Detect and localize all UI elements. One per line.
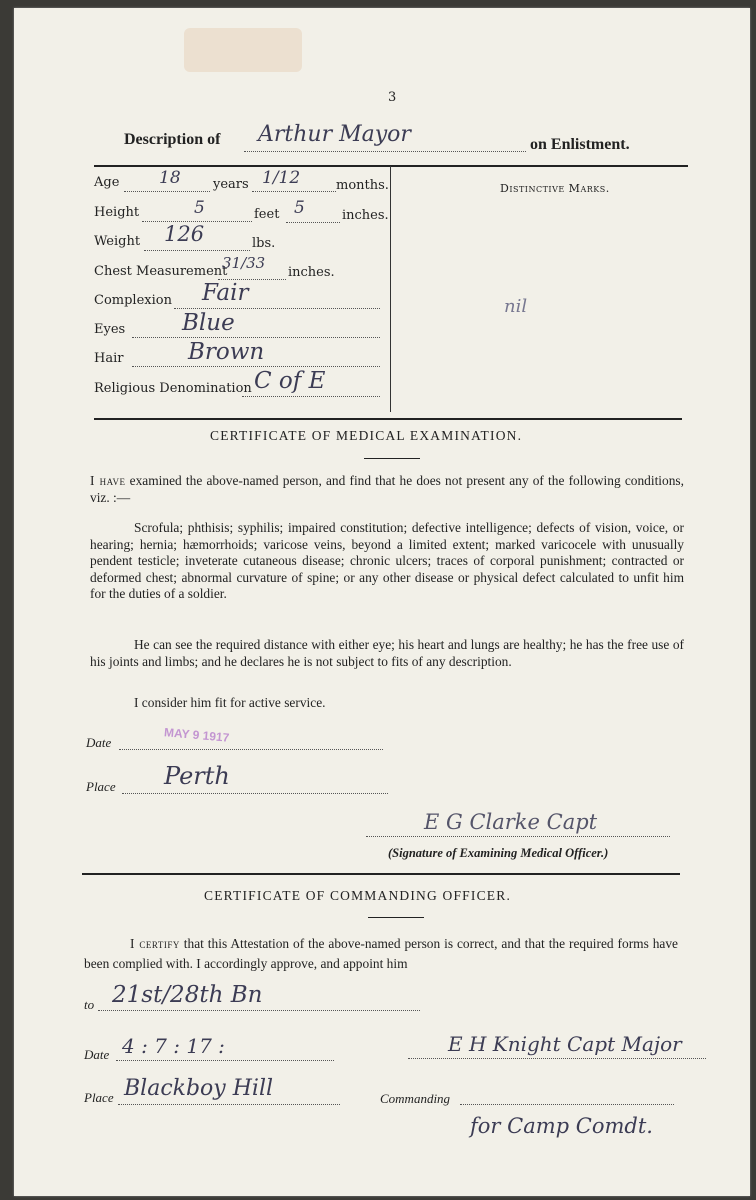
commanding-place-label: Place (84, 1090, 114, 1105)
inches-label: inches. (342, 208, 389, 223)
header-prefix: Description of (124, 131, 221, 148)
distinctive-marks-label: Distinctive Marks. (500, 182, 610, 195)
medical-place-line (122, 793, 388, 794)
medical-signature-caption: (Signature of Examining Medical Officer.) (388, 846, 609, 860)
attestation-page (14, 8, 750, 1196)
height-inches-line (286, 222, 340, 223)
commanding-certify-lead: I certify (130, 936, 180, 951)
weight-line (144, 250, 250, 251)
commanding-certify-rest: that this Attestation of the above-named person is correct, and that the required forms have been complied with. I accordingly approve, and appoint him (84, 936, 678, 971)
page-number: 3 (388, 90, 397, 105)
weight-label: Weight (94, 234, 141, 249)
commanding-title: CERTIFICATE OF COMMANDING OFFICER. (204, 888, 512, 903)
medical-intro (90, 473, 684, 506)
religion-line (242, 396, 380, 397)
medical-place-value: Perth (164, 762, 230, 790)
commanding-line (460, 1104, 674, 1105)
hair-line (132, 366, 380, 367)
feet-label: feet (254, 207, 280, 222)
paper-stain (184, 28, 302, 72)
age-months: 1/12 (262, 168, 301, 188)
commanding-place-value: Blackboy Hill (124, 1076, 274, 1101)
eyes-value: Blue (182, 310, 235, 336)
religion-value: C of E (254, 368, 326, 394)
medical-title: CERTIFICATE OF MEDICAL EXAMINATION. (210, 428, 523, 443)
medical-fit: I consider him fit for active service. (134, 695, 326, 710)
eyes-label: Eyes (94, 322, 126, 337)
commanding-place-line (118, 1104, 340, 1105)
hair-value: Brown (188, 339, 265, 365)
commanding-title-rule (368, 917, 424, 918)
column-divider (390, 166, 391, 412)
weight-value: 126 (164, 222, 205, 246)
commanding-top-rule (82, 873, 680, 875)
lbs-label: lbs. (252, 236, 276, 251)
recruit-name: Arthur Mayor (258, 122, 411, 147)
medical-signature-line (366, 836, 670, 837)
commanding-to-label: to (84, 997, 95, 1012)
commanding-date-value: 4 : 7 : 17 : (122, 1034, 225, 1058)
commanding-signature: E H Knight Capt Major (448, 1032, 682, 1056)
hair-label: Hair (94, 351, 124, 366)
age-years-line (124, 191, 210, 192)
years-label: years (213, 177, 249, 192)
height-inches: 5 (294, 198, 305, 218)
medical-sight: He can see the required distance with either eye; his heart and lungs are healthy; he has the free use of his joints and limbs; and he declares he is not subject to fits of any description. (90, 637, 684, 669)
complexion-value: Fair (202, 280, 249, 306)
medical-title-rule (364, 458, 420, 459)
medical-date-label: Date (86, 735, 112, 750)
commanding-to-line (98, 1010, 420, 1011)
commanding-date-line (116, 1060, 334, 1061)
complexion-label: Complexion (94, 293, 172, 308)
commanding-label: Commanding (380, 1091, 451, 1106)
medical-conditions: Scrofula; phthisis; syphilis; impaired constitution; defective intelligence; defects of vision, voice, or hearing; hernia; hæmorrhoids; varicose veins, beyond a limited extent; marked varicocele with unusually pendent testicle; inveterate cutaneous disease; chronic ulcers; traces of corporal punishment; contracted or deformed chest; abnormal curvature of spine; or any other disease or physical defect calculated to unfit him for the duties of a soldier. (90, 520, 684, 601)
medical-intro-rest: examined the above-named person, and find that he does not present any of the following conditions, viz. :— (90, 473, 684, 505)
age-years: 18 (159, 168, 181, 188)
chest-inches-label: inches. (288, 265, 335, 280)
for-camp-commandant: for Camp Comdt. (470, 1114, 653, 1138)
top-rule (94, 165, 688, 167)
commanding-certify (84, 934, 678, 974)
name-line (244, 151, 526, 152)
medical-date-line (119, 749, 383, 750)
chest-label: Chest Measurement (94, 264, 228, 279)
age-months-line (252, 191, 336, 192)
chest-value: 31/33 (222, 254, 266, 272)
eyes-line (132, 337, 380, 338)
header-suffix: on Enlistment. (530, 136, 630, 153)
commanding-signature-line (408, 1058, 706, 1059)
medical-intro-lead: I have (90, 473, 126, 488)
medical-signature: E G Clarke Capt (424, 810, 598, 834)
distinctive-marks-value: nil (504, 296, 528, 317)
months-label: months. (336, 178, 389, 193)
date-stamp: MAY 9 1917 (163, 725, 230, 745)
commanding-to-value: 21st/28th Bn (112, 982, 263, 1008)
commanding-date-label: Date (84, 1047, 110, 1062)
complexion-line (174, 308, 380, 309)
medical-place-label: Place (86, 779, 116, 794)
height-label: Height (94, 205, 140, 220)
height-feet: 5 (194, 198, 205, 218)
medical-top-rule (94, 418, 682, 420)
age-label: Age (94, 175, 120, 190)
religion-label: Religious Denomination (94, 381, 252, 396)
